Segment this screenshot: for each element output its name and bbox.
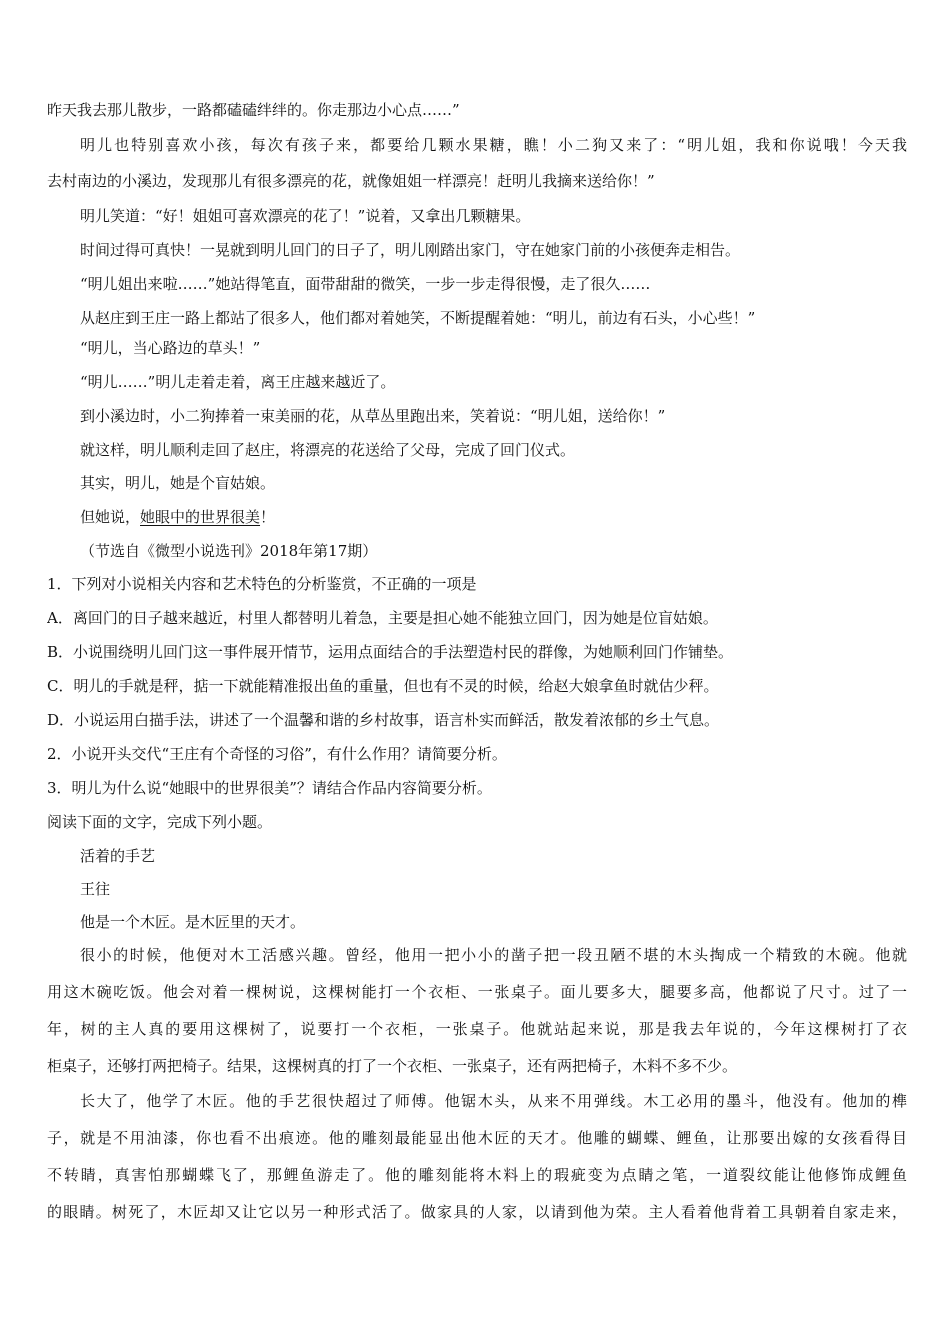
- story1-source: （节选自《微型小说选刊》2018年第17期）: [80, 542, 378, 560]
- question-1-option-d: D．小说运用白描手法，讲述了一个温馨和谐的乡村故事，语言朴实而鲜活，散发着浓郁的乡土气息。: [47, 711, 720, 729]
- story1-line-9: “明儿……”明儿走着走着，离王庄越来越近了。: [80, 373, 396, 391]
- question-1-option-c: C．明儿的手就是秤，掂一下就能精准报出鱼的重量，但也有不灵的时候，给赵大娘拿鱼时就估少秤。: [47, 677, 719, 695]
- story2-p2-line-4: 柜桌子，还够打两把椅子。结果，这棵树真的打了一个衣柜、一张桌子，还有两把椅子，木料不多不少。: [47, 1057, 738, 1075]
- story2-p2-line-2: 用这木碗吃饭。他会对着一棵树说，这棵树能打一个衣柜、一张桌子。面儿要多大，腿要多高，他都说了尺寸。过了一: [47, 983, 907, 1001]
- story1-line-5: 时间过得可真快！一晃就到明儿回门的日子了，明儿刚踏出家门，守在她家门前的小孩便奔走相告。: [80, 241, 741, 259]
- story2-p3-line-4: 的眼睛。树死了，木匠却又让它以另一种形式活了。做家具的人家，以请到他为荣。主人看着他背着工具朝着自家走来，: [47, 1203, 907, 1221]
- story2-p2-line-1: 很小的时候，他便对木工活感兴趣。曾经，他用一把小小的凿子把一段丑陋不堪的木头掏成一个精致的木碗。他就: [80, 946, 907, 964]
- story1-last-line: [80, 507, 907, 527]
- question-3: 3．明儿为什么说“她眼中的世界很美”？请结合作品内容简要分析。: [47, 779, 492, 797]
- question-1-option-a: A．离回门的日子越来越近，村里人都替明儿着急，主要是担心她不能独立回门，因为她是位盲姑娘。: [47, 609, 718, 627]
- story2-p3-line-3: 不转睛，真害怕那蝴蝶飞了，那鲤鱼游走了。他的雕刻能将木料上的瑕疵变为点睛之笔，一道裂纹能让他修饰成鲤鱼: [47, 1166, 907, 1184]
- story1-line-6: “明儿姐出来啦……”她站得笔直，面带甜甜的微笑，一步一步走得很慢，走了很久……: [80, 275, 651, 293]
- question-1: 1．下列对小说相关内容和艺术特色的分析鉴赏，不正确的一项是: [47, 575, 477, 593]
- story2-paragraph-1: 他是一个木匠。是木匠里的天才。: [80, 913, 306, 931]
- story1-line-3: 去村南边的小溪边，发现那儿有很多漂亮的花，就像姐姐一样漂亮！赶明儿我摘来送给你！”: [47, 172, 655, 190]
- story2-p2-line-3: 年，树的主人真的要用这棵树了，说要打一个衣柜，一张桌子。他就站起来说，那是我去年说的，今年这棵树打了衣: [47, 1020, 907, 1038]
- story1-last-suffix: ！: [260, 508, 276, 526]
- story1-last-prefix: 但她说，: [80, 508, 141, 526]
- story2-p3-line-1: 长大了，他学了木匠。他的手艺很快超过了师傅。他锯木头，从来不用弹线。木工必用的墨斗，他没有。他加的榫: [80, 1092, 907, 1110]
- story2-title: 活着的手艺: [80, 847, 156, 865]
- story2-p3-line-2: 子，就是不用油漆，你也看不出痕迹。他的雕刻最能显出他木匠的天才。他雕的蝴蝶、鲤鱼，让那要出嫁的女孩看得目: [47, 1129, 907, 1147]
- story1-underlined-phrase: 她眼中的世界很美: [140, 508, 261, 526]
- story1-line-2: 明儿也特别喜欢小孩，每次有孩子来，都要给几颗水果糖，瞧！小二狗又来了：“明儿姐，我和你说哦！今天我: [80, 136, 907, 154]
- story1-line-4: 明儿笑道：“好！姐姐可喜欢漂亮的花了！”说着，又拿出几颗糖果。: [80, 207, 531, 225]
- reading-instruction: 阅读下面的文字，完成下列小题。: [47, 813, 273, 831]
- story1-line-12: 其实，明儿，她是个盲姑娘。: [80, 474, 276, 492]
- story1-line-8: “明儿，当心路边的草头！”: [80, 339, 261, 357]
- story1-line-10: 到小溪边时，小二狗捧着一束美丽的花，从草丛里跑出来，笑着说：“明儿姐，送给你！”: [80, 407, 666, 425]
- story2-author: 王往: [80, 880, 111, 898]
- story1-line-1: 昨天我去那儿散步，一路都磕磕绊绊的。你走那边小心点……”: [47, 101, 460, 119]
- question-1-option-b: B．小说围绕明儿回门这一事件展开情节，运用点面结合的手法塑造村民的群像，为她顺利回门作铺垫。: [47, 643, 734, 661]
- story1-line-11: 就这样，明儿顺利走回了赵庄，将漂亮的花送给了父母，完成了回门仪式。: [80, 441, 576, 459]
- question-2: 2．小说开头交代“王庄有个奇怪的习俗”，有什么作用？请简要分析。: [47, 745, 507, 763]
- story1-line-7: 从赵庄到王庄一路上都站了很多人，他们都对着她笑，不断提醒着她：“明儿，前边有石头，小心些！”: [80, 309, 756, 327]
